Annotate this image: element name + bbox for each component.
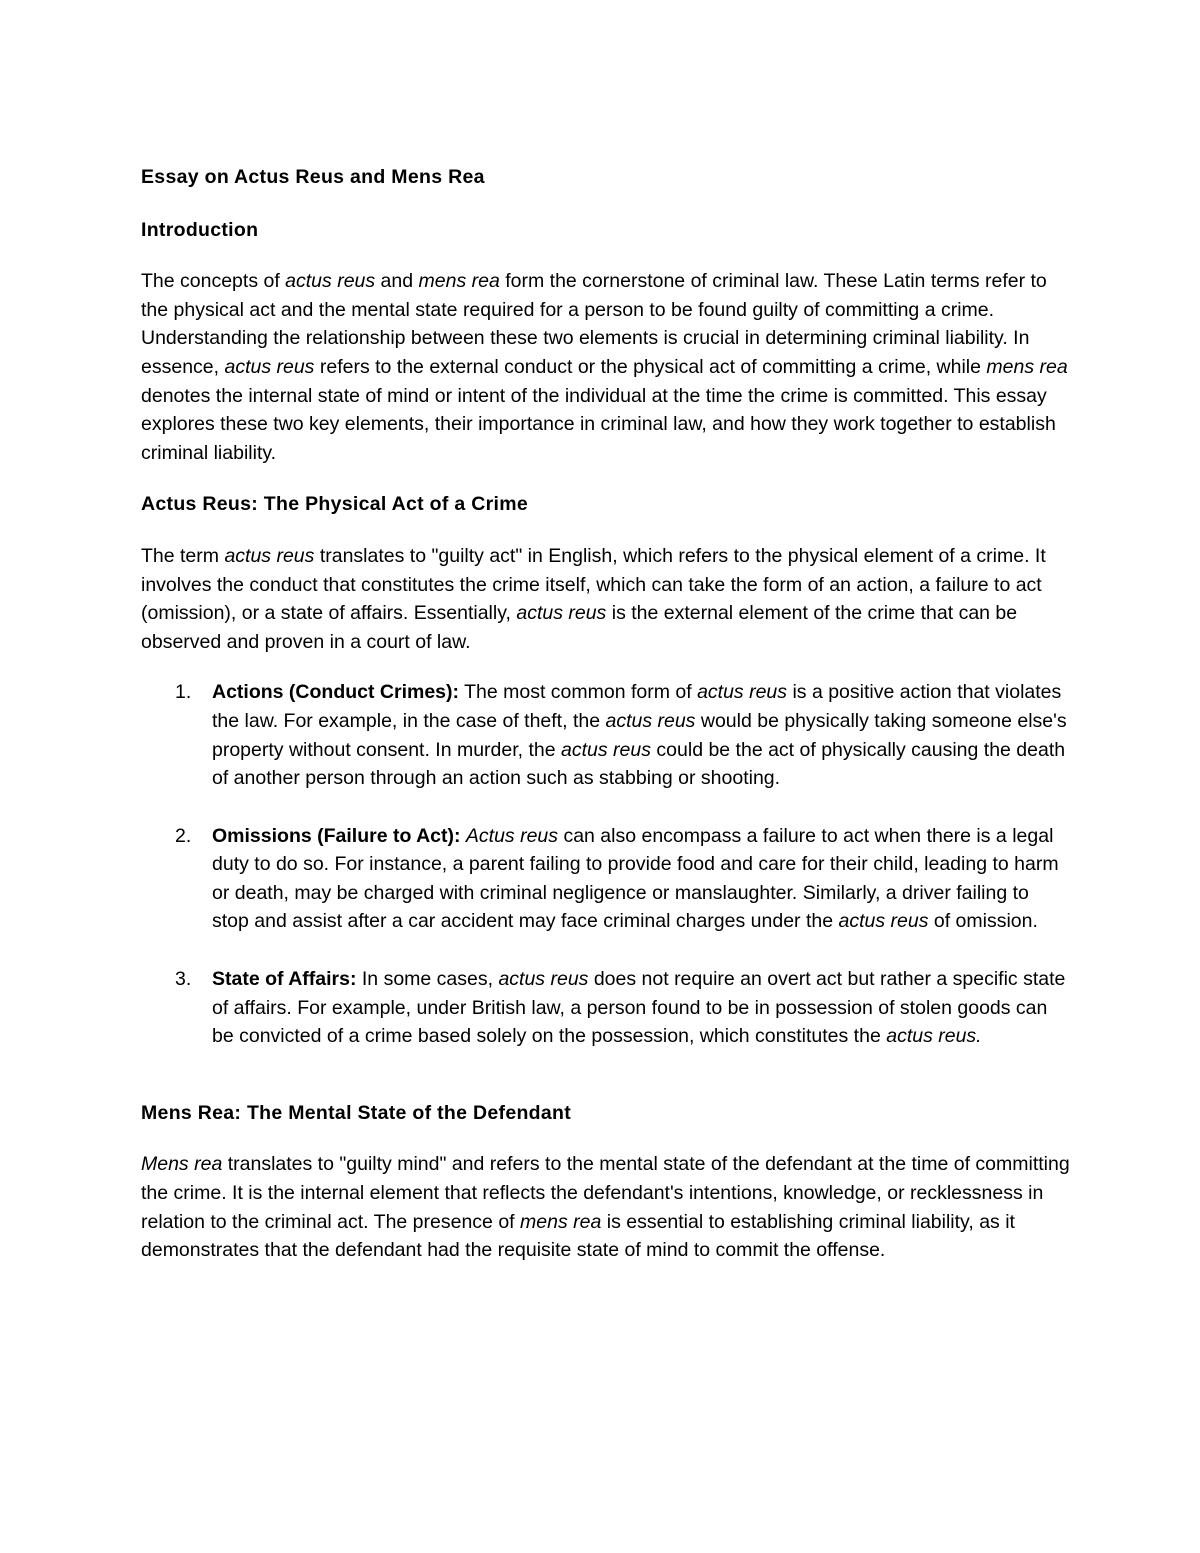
list-item-body: Actus reus can also encompass a failure to act when there is a legal duty to do so. For instance, a parent failing to provide food and care for their child, leading to harm or death, may be charged with criminal negligence or manslaughter. Similarly, a driver failing to stop and assist after a car accident may face criminal charges under the actus reus of omission.	[212, 824, 1059, 933]
italic-term: actus reus.	[886, 1025, 982, 1048]
italic-term: actus reus	[697, 681, 788, 704]
list-item-term: State of Affairs:	[212, 968, 357, 991]
list-item-body: The most common form of actus reus is a positive action that violates the law. For example, in the case of theft, the actus reus would be physically taking someone else's property without consent. In murder, the actus reus could be the act of physically causing the death of another person through an action such as stabbing or shooting.	[212, 681, 1067, 790]
actus-reus-list	[141, 678, 1071, 1051]
essay-title: Essay on Actus Reus and Mens Rea	[141, 166, 485, 188]
mens-rea-paragraph: Mens rea translates to "guilty mind" and refers to the mental state of the defendant at the time of committing the crime. It is the internal element that reflects the defendant's intentions, knowledge, or recklessness in relation to the criminal act. The presence of mens rea is essential to establishing criminal liability, as it demonstrates that the defendant had the requisite state of mind to commit the offense.	[141, 1153, 1070, 1262]
introduction-paragraph: The concepts of actus reus and mens rea form the cornerstone of criminal law. These Latin terms refer to the physical act and the mental state required for a person to be found guilty of committing a crime. Understanding the relationship between these two elements is crucial in determining criminal liability. In essence, actus reus refers to the external conduct or the physical act of committing a crime, while mens rea denotes the internal state of mind or intent of the individual at the time the crime is committed. This essay explores these two key elements, their importance in criminal law, and how they work together to establish criminal liability.	[141, 270, 1068, 464]
list-item-number: 2.	[175, 824, 192, 847]
italic-term: actus reus	[516, 602, 607, 625]
italic-term: mens rea	[418, 270, 500, 293]
italic-term: Actus reus	[465, 824, 559, 847]
italic-term: actus reus	[561, 738, 651, 761]
document-page	[141, 163, 1071, 1288]
italic-term: actus reus	[838, 910, 929, 933]
italic-term: Mens rea	[141, 1153, 223, 1176]
list-item	[141, 822, 1071, 936]
italic-term: mens rea	[520, 1210, 602, 1233]
italic-term: actus reus	[605, 709, 696, 732]
list-item-body: In some cases, actus reus does not require an overt act but rather a specific state of affairs. For example, under British law, a person found to be in possession of stolen goods can be convicted of a crime based solely on the possession, which constitutes the actus reus.	[212, 968, 1066, 1048]
italic-term: actus reus	[224, 355, 315, 378]
italic-term: mens rea	[986, 355, 1068, 378]
list-item-term: Actions (Conduct Crimes):	[212, 681, 460, 704]
introduction-heading: Introduction	[141, 218, 259, 241]
actus-reus-paragraph: The term actus reus translates to "guilty act" in English, which refers to the physical element of a crime. It involves the conduct that constitutes the crime itself, which can take the form of an action, a failure to act (omission), or a state of affairs. Essentially, actus reus is the external element of the crime that can be observed and proven in a court of law.	[141, 544, 1046, 653]
list-item-number: 1.	[175, 681, 192, 704]
italic-term: actus reus	[285, 270, 376, 293]
list-item-term: Omissions (Failure to Act):	[212, 824, 461, 847]
list-item	[141, 965, 1071, 1051]
list-item-number: 3.	[175, 968, 192, 991]
italic-term: actus reus	[224, 544, 315, 567]
mens-rea-heading: Mens Rea: The Mental State of the Defendant	[141, 1101, 572, 1124]
list-item	[141, 678, 1071, 792]
actus-reus-heading: Actus Reus: The Physical Act of a Crime	[141, 493, 528, 516]
italic-term: actus reus	[498, 968, 589, 991]
